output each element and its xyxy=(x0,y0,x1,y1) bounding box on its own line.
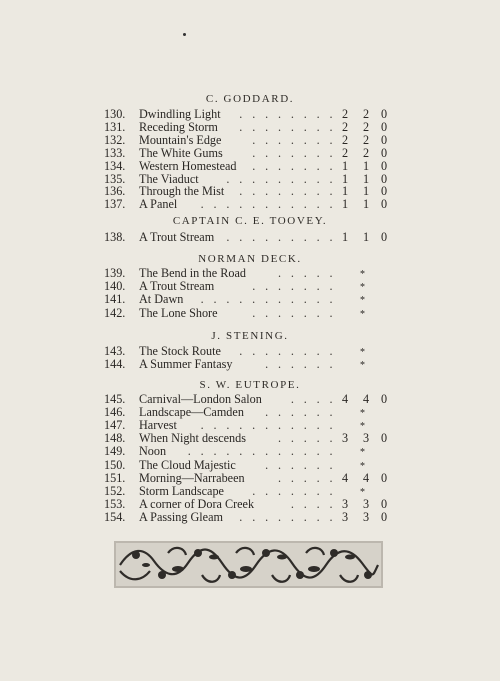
price-shillings: 2 xyxy=(362,107,370,121)
dot-leader: . . . . xyxy=(290,392,336,406)
entry-title: The Lone Shore xyxy=(139,305,218,320)
price-pence: 0 xyxy=(380,171,388,186)
entry-number: 150. xyxy=(104,457,126,472)
price-pence: 0 xyxy=(380,184,388,199)
entry-title: Storm Landscape xyxy=(139,483,224,498)
entry-title: The White Gums xyxy=(139,145,223,160)
entry-title: Harvest xyxy=(139,418,177,433)
entry-title: A Passing Gleam xyxy=(139,509,223,524)
entry-number: 134. xyxy=(104,158,126,173)
price-pounds: 1 xyxy=(341,171,349,186)
catalogue-entry xyxy=(0,511,500,524)
catalogue-entry xyxy=(0,280,500,293)
entry-number: 146. xyxy=(104,405,126,420)
catalogue-entry xyxy=(0,307,500,320)
price-pence: 0 xyxy=(380,431,388,446)
catalogue-entry xyxy=(0,293,500,306)
price-pence: 0 xyxy=(380,509,388,524)
entry-title: A Trout Stream xyxy=(139,279,215,294)
entry-number: 132. xyxy=(104,132,126,147)
dot-leader: . . . . . xyxy=(277,431,336,446)
price-shillings: 4 xyxy=(362,470,370,485)
price-shillings: 1 xyxy=(362,197,370,212)
price-shillings: 3 xyxy=(362,509,370,524)
entry-title: Noon xyxy=(139,444,167,459)
sold-asterisk: * xyxy=(360,408,365,420)
price-pounds: 3 xyxy=(341,496,349,511)
dot-leader: . . . . . . . . . . . xyxy=(200,292,336,307)
sold-asterisk: * xyxy=(360,447,365,459)
entry-number: 135. xyxy=(104,171,126,186)
catalogue-entry xyxy=(0,231,500,244)
catalogue-entry xyxy=(0,134,500,147)
entry-number: 141. xyxy=(104,292,126,307)
price-shillings: 2 xyxy=(362,145,370,160)
sold-asterisk: * xyxy=(360,360,365,372)
entry-number: 147. xyxy=(104,418,126,433)
entry-title: At Dawn xyxy=(139,292,184,307)
price-pence: 0 xyxy=(380,132,388,147)
catalogue-entry xyxy=(0,267,500,280)
entry-number: 152. xyxy=(104,483,126,498)
entry-number: 138. xyxy=(104,230,126,244)
entry-title: Dwindling Light xyxy=(139,107,221,121)
catalogue-entry xyxy=(0,147,500,160)
price-pounds: 1 xyxy=(341,230,349,244)
ink-speck xyxy=(183,33,186,36)
entry-number: 148. xyxy=(104,431,126,446)
price-pence: 0 xyxy=(380,470,388,485)
entry-number: 149. xyxy=(104,444,126,459)
dot-leader: . . . . xyxy=(290,496,336,511)
catalogue-entry xyxy=(0,485,500,498)
dot-leader: . . . . . . xyxy=(265,457,336,472)
dot-leader: . . . . . . . xyxy=(252,158,336,173)
dot-leader: . . . . . . . . xyxy=(239,119,336,134)
entry-title: A Panel xyxy=(139,197,178,212)
entry-number: 131. xyxy=(104,119,126,134)
price-pence: 0 xyxy=(380,392,388,406)
sold-asterisk: * xyxy=(360,460,365,472)
entry-title: The Viaduct xyxy=(139,171,199,186)
dot-leader: . . . . . xyxy=(277,266,336,280)
price-pounds: 4 xyxy=(341,392,349,406)
entry-title: Receding Storm xyxy=(139,119,218,134)
entry-title: Carnival—London Salon xyxy=(139,392,262,406)
entry-title: Mountain's Edge xyxy=(139,132,222,147)
catalogue-entry xyxy=(0,472,500,485)
price-pence: 0 xyxy=(380,119,388,134)
entry-number: 153. xyxy=(104,496,126,511)
artist-heading: CAPTAIN C. E. TOOVEY. xyxy=(172,215,328,227)
sold-asterisk: * xyxy=(360,295,365,307)
entry-title: A Trout Stream xyxy=(139,230,215,244)
entry-number: 144. xyxy=(104,357,126,372)
sold-asterisk: * xyxy=(360,269,365,280)
catalogue-entry xyxy=(0,345,500,358)
catalogue-entry xyxy=(0,160,500,173)
price-pounds: 2 xyxy=(341,132,349,147)
dot-leader: . . . . . . . . . . . xyxy=(200,197,336,212)
catalogue-entry xyxy=(0,432,500,445)
price-pence: 0 xyxy=(380,230,388,244)
price-pence: 0 xyxy=(380,197,388,212)
dot-leader: . . . . . . . . . . . xyxy=(200,418,336,433)
dot-leader: . . . . . . . . . . . . xyxy=(187,444,336,459)
entry-number: 143. xyxy=(104,344,126,358)
catalogue-entry xyxy=(0,459,500,472)
dot-leader: . . . . . . . xyxy=(252,279,336,294)
dot-leader: . . . . . . . . xyxy=(239,344,336,358)
dot-leader: . . . . . . . xyxy=(252,132,336,147)
price-shillings: 2 xyxy=(362,119,370,134)
dot-leader: . . . . . . . . xyxy=(239,509,336,524)
entry-number: 136. xyxy=(104,184,126,199)
price-shillings: 3 xyxy=(362,496,370,511)
price-shillings: 1 xyxy=(362,158,370,173)
price-pounds: 1 xyxy=(341,197,349,212)
dot-leader: . . . . . . xyxy=(265,405,336,420)
catalogue-entry xyxy=(0,445,500,458)
price-shillings: 2 xyxy=(362,132,370,147)
price-pounds: 2 xyxy=(341,107,349,121)
price-pounds: 2 xyxy=(341,119,349,134)
price-shillings: 1 xyxy=(362,171,370,186)
price-pence: 0 xyxy=(380,496,388,511)
entry-number: 142. xyxy=(104,305,126,320)
dot-leader: . . . . . . . . xyxy=(239,184,336,199)
price-pounds: 1 xyxy=(341,184,349,199)
dot-leader: . . . . . . . . . xyxy=(226,230,336,244)
dot-leader: . . . . . . . xyxy=(252,305,336,320)
price-pounds: 2 xyxy=(341,145,349,160)
dot-leader: . . . . . . . . xyxy=(239,107,336,121)
entry-number: 130. xyxy=(104,107,126,121)
entry-title: The Bend in the Road xyxy=(139,266,246,280)
sold-asterisk: * xyxy=(360,347,365,358)
catalogue-entry xyxy=(0,419,500,432)
price-pounds: 3 xyxy=(341,509,349,524)
price-pence: 0 xyxy=(380,107,388,121)
entry-title: The Stock Route xyxy=(139,344,221,358)
price-pence: 0 xyxy=(380,158,388,173)
entry-number: 140. xyxy=(104,279,126,294)
entry-title: When Night descends xyxy=(139,431,246,446)
price-shillings: 1 xyxy=(362,230,370,244)
price-pounds: 1 xyxy=(341,158,349,173)
price-shillings: 1 xyxy=(362,184,370,199)
catalogue-entry xyxy=(0,198,500,211)
entry-number: 133. xyxy=(104,145,126,160)
artist-heading: S. W. EUTROPE. xyxy=(199,379,301,391)
entry-title: Western Homestead xyxy=(139,158,237,173)
entry-number: 137. xyxy=(104,197,126,212)
entry-title: A Summer Fantasy xyxy=(139,357,233,372)
catalogue-entry xyxy=(0,393,500,406)
artist-heading: C. GODDARD. xyxy=(205,93,295,105)
dot-leader: . . . . . xyxy=(277,470,336,485)
price-pounds: 4 xyxy=(341,470,349,485)
entry-number: 154. xyxy=(104,509,126,524)
entry-number: 145. xyxy=(104,392,126,406)
catalogue-entry xyxy=(0,498,500,511)
entry-title: Morning—Narrabeen xyxy=(139,470,245,485)
entry-title: Through the Mist xyxy=(139,184,225,199)
dot-leader: . . . . . . . xyxy=(252,483,336,498)
sold-asterisk: * xyxy=(360,486,365,498)
dot-leader: . . . . . . . xyxy=(252,145,336,160)
catalogue-entry xyxy=(0,121,500,134)
artist-heading: J. STENING. xyxy=(211,330,289,342)
dot-leader: . . . . . . . . . xyxy=(226,171,336,186)
entry-title: Landscape—Camden xyxy=(139,405,244,420)
price-shillings: 3 xyxy=(362,431,370,446)
dot-leader: . . . . . . xyxy=(265,357,336,372)
price-shillings: 4 xyxy=(362,392,370,406)
entry-title: The Cloud Majestic xyxy=(139,457,236,472)
sold-asterisk: * xyxy=(360,282,365,294)
sold-asterisk: * xyxy=(360,308,365,320)
sold-asterisk: * xyxy=(360,421,365,433)
artist-heading: NORMAN DECK. xyxy=(198,253,302,265)
floral-ornament-banner xyxy=(114,541,383,588)
price-pounds: 3 xyxy=(341,431,349,446)
price-pence: 0 xyxy=(380,145,388,160)
catalogue-entry xyxy=(0,358,500,371)
catalogue-entry xyxy=(0,406,500,419)
entry-title: A corner of Dora Creek xyxy=(139,496,255,511)
entry-number: 151. xyxy=(104,470,126,485)
entry-number: 139. xyxy=(104,266,126,280)
